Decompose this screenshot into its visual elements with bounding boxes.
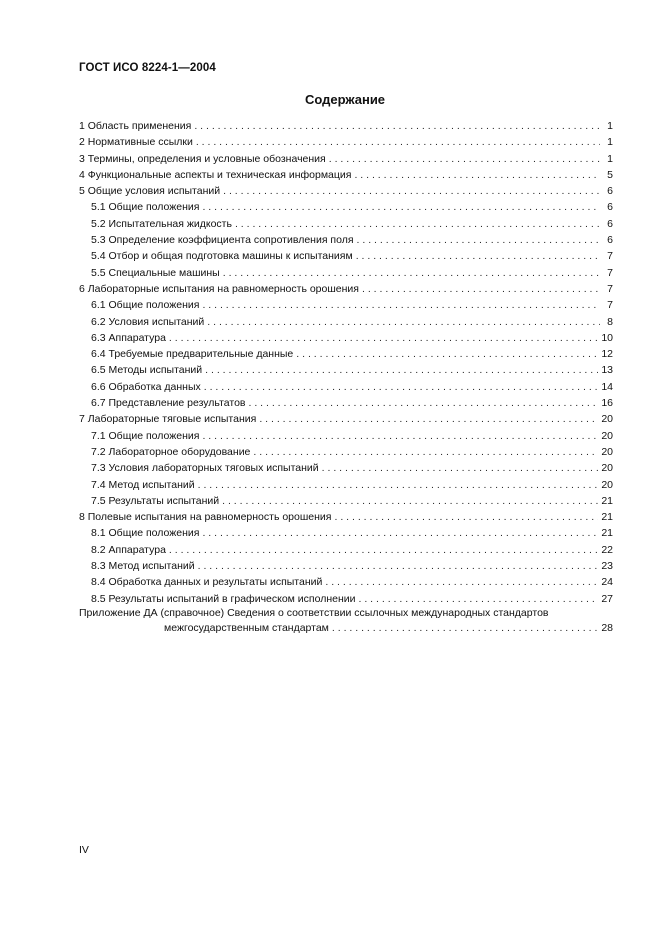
page-number: IV: [79, 844, 89, 856]
toc-entry-label: 3 Термины, определения и условные обозначения: [79, 152, 326, 165]
toc-entry-page: 20: [601, 445, 613, 458]
document-header: ГОСТ ИСО 8224-1—2004: [79, 62, 216, 74]
toc-leader-dots: [223, 265, 600, 281]
toc-entry-label: 5.3 Определение коэффициента сопротивления поля: [91, 234, 354, 247]
toc-entry[interactable]: [79, 428, 613, 444]
toc-entry[interactable]: [79, 346, 613, 362]
toc-entry-page: 16: [601, 397, 613, 410]
toc-entry[interactable]: [79, 248, 613, 264]
toc-entry-page: 21: [601, 494, 613, 507]
toc-entry-page: 12: [601, 348, 613, 361]
toc-entry[interactable]: [79, 444, 613, 460]
toc-entry-label: 7.2 Лабораторное оборудование: [91, 445, 251, 458]
toc-entry-page: 5: [607, 168, 613, 181]
toc-entry[interactable]: [79, 134, 613, 150]
toc-entry-label: 6.2 Условия испытаний: [91, 315, 205, 328]
toc-entry-page: 7: [607, 250, 613, 263]
toc-entry-page: 7: [607, 299, 613, 312]
toc-entry-label: 5.5 Специальные машины: [91, 266, 220, 279]
toc-entry[interactable]: [79, 183, 613, 199]
toc-entry[interactable]: [79, 151, 613, 167]
toc-leader-dots: [354, 167, 600, 183]
toc-entry-page: 22: [601, 543, 613, 556]
toc-entry-label: 8.1 Общие положения: [91, 527, 200, 540]
toc-leader-dots: [362, 281, 600, 297]
toc-entry[interactable]: [79, 199, 613, 215]
toc-entry[interactable]: [79, 460, 613, 476]
toc-leader-dots: [194, 118, 600, 134]
toc-leader-dots: [329, 151, 600, 167]
toc-entry[interactable]: [79, 216, 613, 232]
toc-entry[interactable]: [79, 330, 613, 346]
toc-entry-page: 6: [607, 234, 613, 247]
toc-entry[interactable]: [79, 542, 613, 558]
toc-entry-label: 6.7 Представление результатов: [91, 397, 246, 410]
toc-entry-label: 5.2 Испытательная жидкость: [91, 217, 232, 230]
toc-leader-dots: [198, 477, 599, 493]
toc-entry[interactable]: [79, 281, 613, 297]
toc-leader-dots: [357, 232, 600, 248]
toc-leader-dots: [169, 330, 598, 346]
toc-entry-label: 6.4 Требуемые предварительные данные: [91, 348, 294, 361]
toc-leader-dots: [296, 346, 598, 362]
toc-entry[interactable]: [79, 525, 613, 541]
toc-leader-dots: [223, 183, 600, 199]
toc-leader-dots: [204, 379, 599, 395]
toc-leader-dots: [334, 509, 598, 525]
toc-entry-label: 8.2 Аппаратура: [91, 543, 166, 556]
toc-entry-page: 24: [601, 576, 613, 589]
toc-leader-dots: [202, 297, 600, 313]
toc-leader-dots: [202, 525, 598, 541]
toc-entry-page: 13: [601, 364, 613, 377]
toc-entry-page: 23: [601, 560, 613, 573]
appendix-page-number: 28: [601, 621, 613, 634]
toc-leader-dots: [205, 362, 598, 378]
toc-leader-dots: [222, 493, 598, 509]
toc-entry-label: 6.1 Общие положения: [91, 299, 200, 312]
toc-entry-page: 6: [607, 185, 613, 198]
toc-leader-dots: [253, 444, 598, 460]
toc-entry-page: 1: [607, 152, 613, 165]
toc-entry[interactable]: [79, 574, 613, 590]
toc-entry[interactable]: [79, 265, 613, 281]
toc-entry-label: 6.5 Методы испытаний: [91, 364, 203, 377]
toc-entry-page: 6: [607, 217, 613, 230]
toc-entry[interactable]: [79, 509, 613, 525]
toc-entry-label: 6.3 Аппаратура: [91, 331, 166, 344]
appendix-title-line1: Приложение ДА (справочное) Сведения о соответствии ссылочных международных стандартов: [79, 606, 549, 619]
toc-leader-dots: [202, 199, 600, 215]
toc-entry-label: 7.5 Результаты испытаний: [91, 494, 220, 507]
toc-leader-dots: [169, 542, 598, 558]
toc-entry-page: 6: [607, 201, 613, 214]
toc-leader-dots: [202, 428, 598, 444]
toc-entry-label: 1 Область применения: [79, 120, 192, 132]
toc-entry-label: 7.4 Метод испытаний: [91, 478, 195, 491]
toc-leader-dots: [325, 574, 598, 590]
toc-leader-dots: [359, 591, 599, 607]
toc-entry-page: 20: [601, 413, 613, 426]
toc-entry[interactable]: [79, 167, 613, 183]
toc-entry-page: 20: [601, 462, 613, 475]
toc-entry[interactable]: [79, 379, 613, 395]
toc-entry-label: 2 Нормативные ссылки: [79, 136, 193, 149]
toc-title: Содержание: [304, 92, 386, 107]
toc-entry[interactable]: [79, 314, 613, 330]
toc-entry-page: 20: [601, 429, 613, 442]
toc-entry-label: 5 Общие условия испытаний: [79, 185, 221, 198]
toc-items: [79, 118, 613, 607]
toc-entry[interactable]: [79, 591, 613, 607]
appendix-title-line2: межгосударственным стандартам: [164, 621, 329, 634]
toc-entry[interactable]: [79, 558, 613, 574]
toc-leader-dots: [249, 395, 599, 411]
toc-entry-page: 8: [607, 315, 613, 328]
toc-entry[interactable]: [79, 232, 613, 248]
toc-entry-page: 7: [607, 282, 613, 295]
toc-leader-dots: [196, 134, 600, 150]
toc-entry[interactable]: [79, 395, 613, 411]
toc-entry-page: 10: [601, 331, 613, 344]
toc-entry-page: 7: [607, 266, 613, 279]
toc-entry-label: 8.5 Результаты испытаний в графическом исполнении: [91, 592, 356, 605]
toc-entry-label: 7.1 Общие положения: [91, 429, 200, 442]
toc-entry-label: 7 Лабораторные тяговые испытания: [79, 413, 257, 426]
table-of-contents: [79, 118, 613, 636]
toc-entry-label: 7.3 Условия лабораторных тяговых испытаний: [91, 462, 319, 475]
toc-entry[interactable]: [79, 411, 613, 427]
toc-entry-label: 6.6 Обработка данных: [91, 380, 201, 393]
toc-leader-dots: [332, 620, 598, 636]
toc-entry-page: 1: [607, 136, 613, 149]
toc-leader-dots: [198, 558, 599, 574]
toc-entry-page: 20: [601, 478, 613, 491]
toc-entry-label: 8.4 Обработка данных и результаты испытаний: [91, 576, 323, 589]
toc-entry-label: 5.1 Общие положения: [91, 201, 200, 214]
toc-entry[interactable]: [79, 297, 613, 313]
toc-entry[interactable]: [79, 362, 613, 378]
toc-entry-label: 8 Полевые испытания на равномерность орошения: [79, 511, 332, 524]
toc-entry-page: 14: [601, 380, 613, 393]
toc-entry-page: 21: [601, 527, 613, 540]
toc-entry[interactable]: [79, 493, 613, 509]
toc-leader-dots: [207, 314, 600, 330]
toc-entry-page: 27: [601, 592, 613, 605]
toc-entry-label: 5.4 Отбор и общая подготовка машины к испытаниям: [91, 250, 353, 263]
toc-leader-dots: [322, 460, 599, 476]
toc-entry-page: 21: [601, 511, 613, 524]
toc-entry-label: 8.3 Метод испытаний: [91, 560, 195, 573]
toc-entry[interactable]: [79, 477, 613, 493]
toc-leader-dots: [259, 411, 598, 427]
toc-appendix-entry[interactable]: [79, 607, 613, 636]
toc-entry-page: 1: [607, 120, 613, 132]
toc-leader-dots: [356, 248, 600, 264]
toc-entry[interactable]: [79, 118, 613, 134]
toc-entry-label: 6 Лабораторные испытания на равномерность орошения: [79, 282, 359, 295]
toc-entry-label: 4 Функциональные аспекты и техническая информация: [79, 168, 352, 181]
toc-leader-dots: [235, 216, 600, 232]
